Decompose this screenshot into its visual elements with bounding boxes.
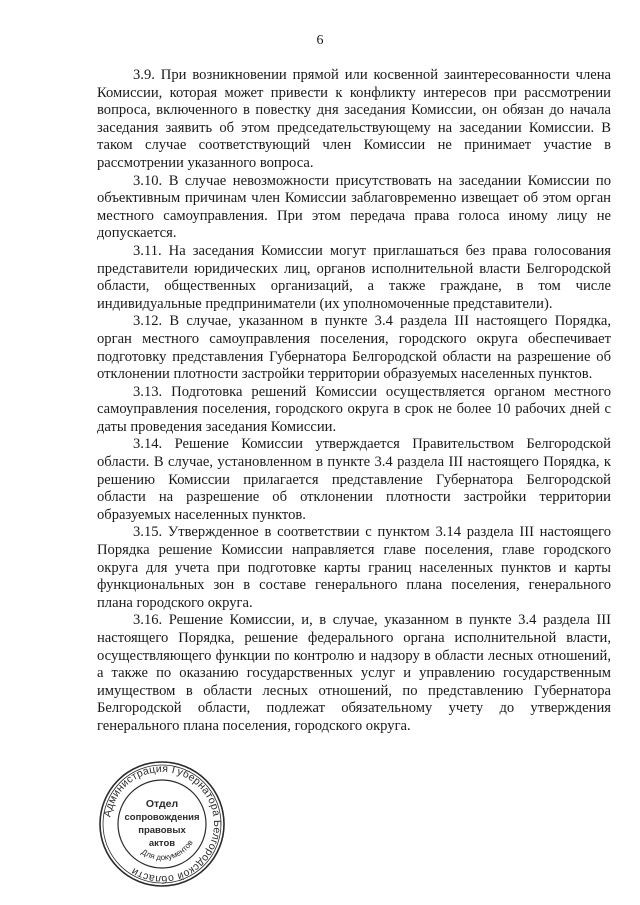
stamp-line-3: правовых (138, 825, 186, 836)
paragraph-3-10: 3.10. В случае невозможности присутствовать на заседании Комиссии по объективным причинам член Комиссии заблаговременно извещает об этом орган местного самоуправления. При этом передача права голоса иному лицу не допускается. (97, 172, 611, 242)
document-body (97, 67, 611, 736)
stamp-graphic (98, 760, 226, 888)
stamp-line-4: актов (148, 838, 176, 849)
stamp-line-2: сопровождения (124, 812, 200, 823)
paragraph-3-15: 3.15. Утвержденное в соответствии с пунктом 3.14 раздела III настоящего Порядка решение Комиссии направляется главе поселения, главе городского округа для учета при подготовке карты границ населенных пунктов и карты функциональных зон в составе генерального плана поселения, генерального плана городского округа. (97, 524, 611, 611)
paragraph-3-12: 3.12. В случае, указанном в пункте 3.4 раздела III настоящего Порядка, орган местного самоуправления поселения, городского округа обеспечивает подготовку представления Губернатора Белгородской области на разрешение об отклонении плотности застройки территории образуемых населенных пунктов. (97, 313, 611, 383)
paragraph-3-9: 3.9. При возникновении прямой или косвенной заинтересованности члена Комиссии, которая может привести к конфликту интересов при рассмотрении вопроса, включенного в повестку дня заседания Комиссии, он обязан до начала заседания заявить об этом председательствующему на заседании Комиссии. В таком случае соответствующий член Комиссии не принимает участие в рассмотрении указанного вопроса. (97, 67, 611, 171)
official-stamp (98, 760, 226, 888)
paragraph-3-11: 3.11. На заседания Комиссии могут приглашаться без права голосования представители юридических лиц, органов исполнительной власти Белгородской области, общественных организаций, а также граждане, в том числе индивидуальные предприниматели (их уполномоченные представители). (97, 242, 611, 312)
stamp-outer-text: Администрация Губернатора Белгородской области (101, 762, 224, 886)
page-number: 6 (316, 33, 324, 48)
stamp-inner-text: Для документов (139, 838, 195, 863)
paragraph-3-14: 3.14. Решение Комиссии утверждается Правительством Белгородской области. В случае, установленном в пункте 3.4 раздела III настоящего Порядка, к решению Комиссии прилагается представление Губернатора Белгородской области на разрешение об отклонении плотности застройки территории образуемых населенных пунктов. (97, 436, 611, 523)
paragraph-3-13: 3.13. Подготовка решений Комиссии осуществляется органом местного самоуправления поселения, городского округа в срок не более 10 рабочих дней с даты проведения заседания Комиссии. (97, 383, 611, 435)
stamp-line-1: Отдел (145, 798, 179, 810)
paragraph-3-16: 3.16. Решение Комиссии, и, в случае, указанном в пункте 3.4 раздела III настоящего Порядка, решение федерального органа исполнительной власти, осуществляющего функции по контролю и надзору в области лесных отношений, а также по оказанию государственных услуг и управлению государственным имуществом в области лесных отношений, по представлению Губернатора Белгородской области, подлежат обязательному учету до утверждения генерального плана поселения, городского округа. (97, 612, 611, 734)
